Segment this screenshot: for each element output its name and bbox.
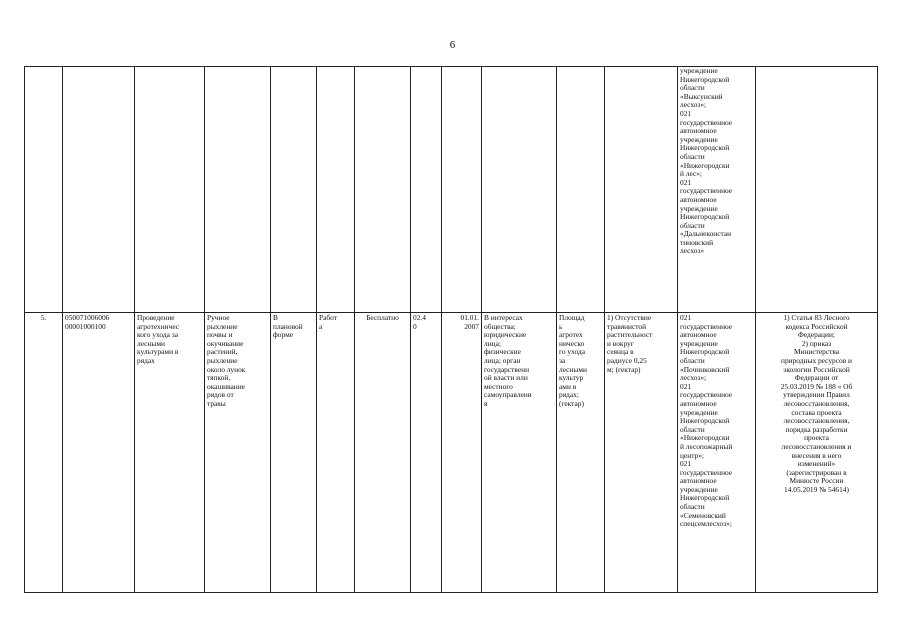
- cell-authorities: [678, 313, 756, 593]
- cell-authorities: [678, 67, 756, 313]
- text-line: 01.01.: [460, 313, 479, 322]
- text-line: физические: [484, 347, 521, 357]
- text-line: 021: [680, 459, 692, 469]
- text-line: государственн: [484, 364, 530, 374]
- cell-form: [271, 313, 317, 593]
- text-line: изменений»: [797, 459, 836, 469]
- text-line: около лунок: [207, 364, 246, 374]
- text-line: тиновский: [680, 237, 714, 247]
- text-line: радиусе 0,25: [607, 355, 647, 365]
- text-line: состава проекта: [791, 407, 842, 417]
- text-line: В интересах: [484, 313, 523, 322]
- text-line: спецсемлесхоз»;: [680, 519, 732, 529]
- text-line: Федерации;: [798, 330, 835, 340]
- text-line: ническо: [559, 338, 585, 348]
- text-line: рыхление: [207, 355, 238, 365]
- text-line: автономное: [680, 330, 717, 340]
- text-line: (зарегистрирован в: [786, 467, 847, 477]
- cell-service-content: [205, 313, 271, 593]
- text-line: области: [680, 151, 705, 161]
- text-line: лесовосстановления,: [783, 416, 850, 426]
- text-line: 1) Статья 83 Лесного: [783, 313, 850, 322]
- text-line: области: [680, 502, 705, 512]
- text-line: «Семеновский: [680, 510, 726, 520]
- text-line: й лесопожарный: [680, 441, 733, 451]
- cell-code: [411, 313, 442, 593]
- text-line: лесхоз»: [680, 246, 705, 256]
- text-line: 021: [680, 381, 692, 391]
- text-line: я: [484, 398, 488, 408]
- text-line: 021: [680, 313, 692, 322]
- text-line: «Выксунский: [680, 91, 723, 101]
- text-line: травы: [207, 398, 226, 408]
- text-line: «Дальнеконстан: [680, 229, 732, 239]
- text-line: государственное: [680, 117, 733, 127]
- text-line: 1) Отсутствие: [607, 313, 652, 322]
- text-line: рядах: [137, 355, 155, 365]
- text-line: природных ресурсов и: [780, 355, 852, 365]
- text-line: государственное: [680, 321, 733, 331]
- text-line: ой власти или: [484, 373, 528, 383]
- text-line: агротех: [559, 330, 583, 340]
- registry-table: [24, 66, 878, 593]
- text-line: (гектар): [559, 398, 584, 408]
- text-line: «Нижегородски: [680, 160, 730, 170]
- text-line: Работ: [319, 313, 337, 322]
- text-line: лица; орган: [484, 355, 521, 365]
- text-line: плановой: [273, 321, 303, 331]
- text-line: учреждение: [680, 66, 718, 75]
- text-line: Проведение: [137, 313, 175, 322]
- text-line: Площад: [559, 313, 585, 322]
- text-line: 2007: [464, 321, 479, 331]
- text-line: автономное: [680, 398, 717, 408]
- text-line: проекта: [804, 433, 829, 443]
- text-line: области: [680, 220, 705, 230]
- text-line: Бесплатно: [366, 313, 399, 322]
- text-line: Министерства: [793, 347, 840, 357]
- text-line: учреждение: [680, 203, 718, 213]
- cell-service-name: [135, 67, 205, 313]
- text-line: окашивание: [207, 381, 245, 391]
- text-line: учреждение: [680, 134, 718, 144]
- text-line: учреждение: [680, 484, 718, 494]
- cell-registry-code: [63, 313, 135, 593]
- text-line: за: [559, 355, 566, 365]
- text-line: области: [680, 355, 705, 365]
- text-line: Нижегородской: [680, 74, 730, 84]
- text-line: юридические: [484, 330, 527, 340]
- text-line: государственное: [680, 467, 733, 477]
- cell-type: [317, 313, 355, 593]
- cell-quality-indicator: [605, 67, 678, 313]
- text-line: рядов от: [207, 390, 234, 400]
- cell-code: [411, 67, 442, 313]
- text-line: агротехничес: [137, 321, 180, 331]
- text-line: автономное: [680, 476, 717, 486]
- text-line: внесения в него: [791, 450, 842, 460]
- cell-payment: [355, 313, 411, 593]
- text-line: кого ухода за: [137, 330, 178, 340]
- text-line: 050071006006: [65, 313, 110, 322]
- text-line: Нижегородской: [680, 493, 730, 503]
- text-line: рядах;: [559, 390, 579, 400]
- text-line: Федерации от: [794, 373, 839, 383]
- text-line: почвы и: [207, 330, 233, 340]
- text-line: м; (гектар): [607, 364, 641, 374]
- text-line: автономное: [680, 194, 717, 204]
- text-line: самоуправлени: [484, 390, 532, 400]
- table-row-continued: [25, 67, 878, 313]
- text-line: области: [680, 83, 705, 93]
- text-line: учреждение: [680, 407, 718, 417]
- text-line: 00001000100: [65, 321, 106, 331]
- cell-quality-indicator: [605, 313, 678, 593]
- text-line: государственное: [680, 186, 733, 196]
- cell-service-content: [205, 67, 271, 313]
- cell-registry-code: [63, 67, 135, 313]
- text-line: ами в: [559, 381, 577, 391]
- cell-service-name: [135, 313, 205, 593]
- cell-legal-basis: [756, 313, 878, 593]
- text-line: лесхоз»;: [680, 373, 707, 383]
- text-line: Нижегородской: [680, 416, 730, 426]
- row-number-text: 5.: [40, 313, 47, 322]
- text-line: лесовосстановления,: [783, 398, 850, 408]
- text-line: кодекса Российской: [785, 321, 848, 331]
- text-line: ь: [559, 321, 563, 331]
- text-line: лесхоз»;: [680, 100, 707, 110]
- text-line: общества;: [484, 321, 516, 331]
- text-line: тяпкой,: [207, 373, 231, 383]
- text-line: 021: [680, 177, 692, 187]
- text-line: Минюсте России: [789, 476, 844, 486]
- text-line: лесными: [137, 338, 165, 348]
- cell-consumers: [482, 67, 557, 313]
- cell-date: [442, 313, 482, 593]
- cell-date: [442, 67, 482, 313]
- text-line: местного: [484, 381, 513, 391]
- cell-legal-basis: [756, 67, 878, 313]
- text-line: автономное: [680, 126, 717, 136]
- cell-number: [25, 67, 63, 313]
- text-line: государственное: [680, 390, 733, 400]
- text-line: «Нижегородски: [680, 433, 730, 443]
- text-line: 021: [680, 108, 692, 118]
- text-line: и вокруг: [607, 338, 634, 348]
- text-line: экологии Российской: [783, 364, 850, 374]
- page-number: 6: [449, 39, 456, 51]
- cell-type: [317, 67, 355, 313]
- text-line: утверждении Правил: [783, 390, 850, 400]
- text-line: В: [273, 313, 278, 322]
- text-line: центр»;: [680, 450, 704, 460]
- text-line: учреждение: [680, 338, 718, 348]
- text-line: окучивание: [207, 338, 244, 348]
- row-number: [25, 313, 63, 593]
- text-line: сеянца в: [607, 347, 634, 357]
- text-line: лесными: [559, 364, 587, 374]
- text-line: рыхление: [207, 321, 238, 331]
- text-line: 02.4: [413, 313, 426, 322]
- text-line: Нижегородской: [680, 347, 730, 357]
- text-line: го ухода: [559, 347, 586, 357]
- text-line: лесовосстановления и: [781, 441, 852, 451]
- cell-volume-indicator: [557, 313, 605, 593]
- text-line: 2) приказ: [801, 338, 832, 348]
- cell-payment: [355, 67, 411, 313]
- text-line: лица;: [484, 338, 501, 348]
- cell-volume-indicator: [557, 67, 605, 313]
- text-line: порядка разработки: [785, 424, 848, 434]
- cell-consumers: [482, 313, 557, 593]
- text-line: «Починковский: [680, 364, 730, 374]
- text-line: 25.03.2019 № 188 « Об: [780, 381, 853, 391]
- text-line: культур: [559, 373, 584, 383]
- text-line: Ручное: [207, 313, 230, 322]
- text-line: а: [319, 321, 323, 331]
- text-line: й лес»;: [680, 169, 702, 179]
- text-line: форме: [273, 330, 294, 340]
- text-line: травянистой: [607, 321, 647, 331]
- text-line: 0: [413, 321, 417, 331]
- text-line: Нижегородской: [680, 143, 730, 153]
- text-line: растительност: [607, 330, 653, 340]
- cell-form: [271, 67, 317, 313]
- table-row-5: [25, 313, 878, 593]
- text-line: растений,: [207, 347, 238, 357]
- text-line: культурами в: [137, 347, 179, 357]
- text-line: 14.05.2019 № 54614): [784, 484, 849, 494]
- text-line: Нижегородской: [680, 212, 730, 222]
- text-line: области: [680, 424, 705, 434]
